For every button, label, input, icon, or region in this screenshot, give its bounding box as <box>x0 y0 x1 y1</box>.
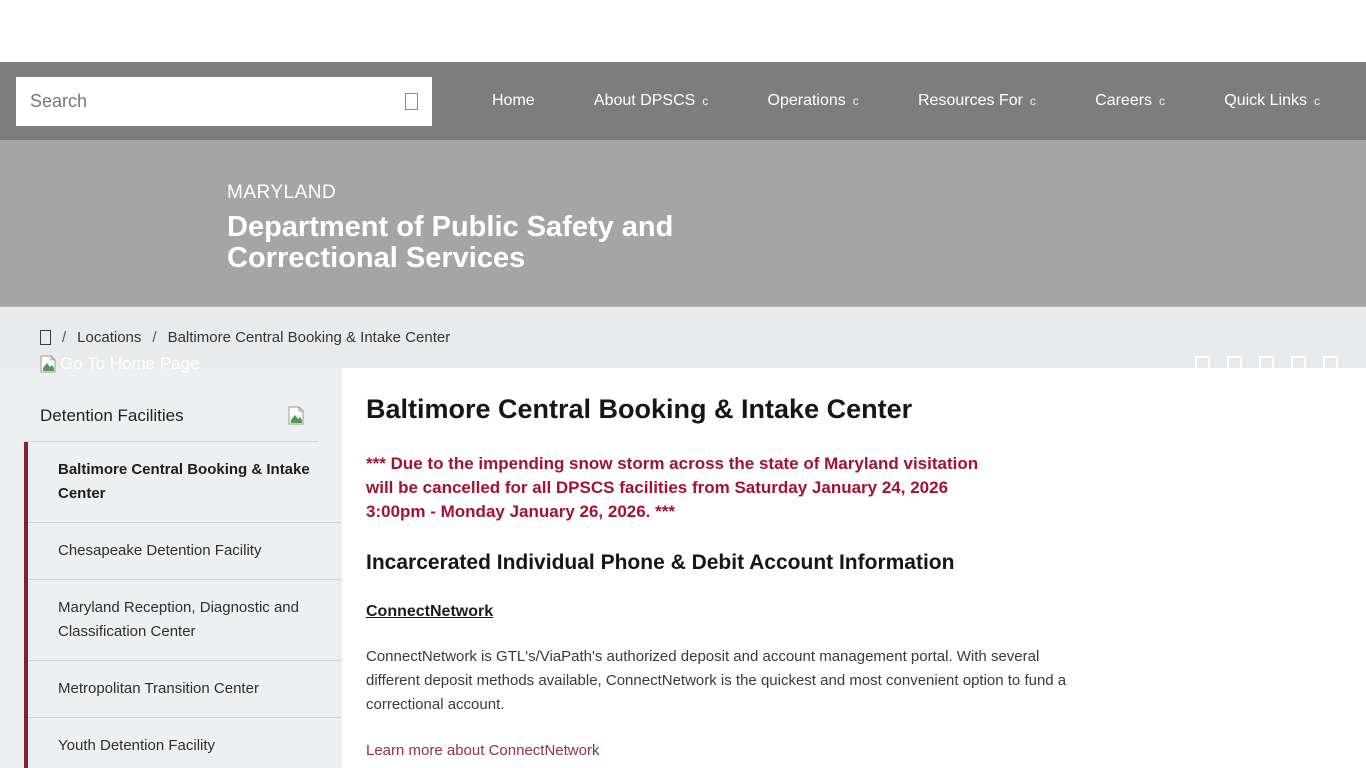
social-icons-row <box>1195 356 1338 376</box>
social-icon[interactable] <box>1291 356 1306 376</box>
breadcrumb-current-page: Baltimore Central Booking & Intake Center <box>167 329 451 346</box>
chevron-down-icon: c <box>1313 94 1320 108</box>
search-input[interactable] <box>30 91 405 112</box>
home-logo-link[interactable] <box>40 354 200 374</box>
social-icon[interactable] <box>1323 356 1338 376</box>
nav-item-operations[interactable]: Operations c <box>767 92 859 109</box>
sidebar-title: Detention Facilities <box>40 406 184 425</box>
agency-title: Department of Public Safety and Correctional Services <box>227 211 674 274</box>
top-white-strip <box>0 0 1366 62</box>
page-body <box>0 368 1366 768</box>
notice-line: will be cancelled for all DPSCS facilities from Saturday January 24, 2026 <box>366 478 949 497</box>
chevron-down-icon: c <box>852 94 859 108</box>
notice-line: 3:00pm - Monday January 26, 2026. *** <box>366 502 675 521</box>
learn-more-link[interactable]: Learn more about ConnectNetwork <box>366 742 600 759</box>
paragraph-line: ConnectNetwork is GTL's/ViaPath's authorized deposit and account management portal. With several <box>366 648 1040 665</box>
home-icon[interactable] <box>40 330 51 345</box>
sidebar-title-row <box>0 406 342 426</box>
chevron-down-icon: c <box>1159 94 1166 108</box>
sidebar-item-maryland-reception[interactable]: Maryland Reception, Diagnostic and Classification Center <box>28 579 342 660</box>
nav-item-quick-links[interactable]: Quick Links c <box>1224 92 1320 109</box>
nav-item-resources-for[interactable]: Resources For c <box>918 92 1036 109</box>
paragraph-line: correctional account. <box>366 696 505 713</box>
logo-alt-text: Go To Home Page <box>60 354 200 373</box>
social-icon[interactable] <box>1195 356 1210 376</box>
chevron-down-icon: c <box>702 94 709 108</box>
section-heading: Incarcerated Individual Phone & Debit Account Information <box>366 551 955 574</box>
facilities-list <box>24 442 342 768</box>
state-label: MARYLAND <box>227 182 337 203</box>
sidebar <box>0 368 342 768</box>
paragraph-line: different deposit methods available, ConnectNetwork is the quickest and most convenient option to fund a <box>366 672 1067 689</box>
masthead-titles <box>227 182 807 274</box>
sidebar-item-chesapeake-detention[interactable]: Chesapeake Detention Facility <box>28 522 342 579</box>
connectnetwork-subheading: ConnectNetwork <box>366 603 494 620</box>
main-navbar <box>0 62 1366 140</box>
search-icon[interactable] <box>405 93 418 110</box>
nav-item-home[interactable]: Home <box>492 92 535 109</box>
nav-menu <box>432 92 1366 110</box>
connectnetwork-paragraph <box>366 645 1326 717</box>
nav-item-careers[interactable]: Careers c <box>1095 92 1166 109</box>
search-box[interactable] <box>16 77 432 126</box>
social-icon[interactable] <box>1227 356 1242 376</box>
page-title: Baltimore Central Booking & Intake Center <box>366 394 913 424</box>
sidebar-item-metropolitan-transition[interactable]: Metropolitan Transition Center <box>28 660 342 717</box>
sidebar-item-baltimore-central-booking[interactable]: Baltimore Central Booking & Intake Center <box>58 461 310 502</box>
main-content <box>342 368 1366 768</box>
nav-item-about-dpscs[interactable]: About DPSCS c <box>593 92 709 109</box>
breadcrumb-locations[interactable]: Locations <box>77 329 142 346</box>
social-icon[interactable] <box>1259 356 1274 376</box>
breadcrumb <box>0 306 1366 368</box>
notice-line: *** Due to the impending snow storm across the state of Maryland visitation <box>366 454 979 473</box>
broken-image-icon <box>40 355 56 373</box>
sidebar-item-youth-detention[interactable]: Youth Detention Facility <box>28 717 342 768</box>
visitation-notice <box>366 452 1326 524</box>
broken-image-icon <box>288 406 304 425</box>
breadcrumb-separator: / <box>152 329 157 346</box>
breadcrumb-separator: / <box>62 329 67 346</box>
chevron-down-icon: c <box>1029 94 1036 108</box>
